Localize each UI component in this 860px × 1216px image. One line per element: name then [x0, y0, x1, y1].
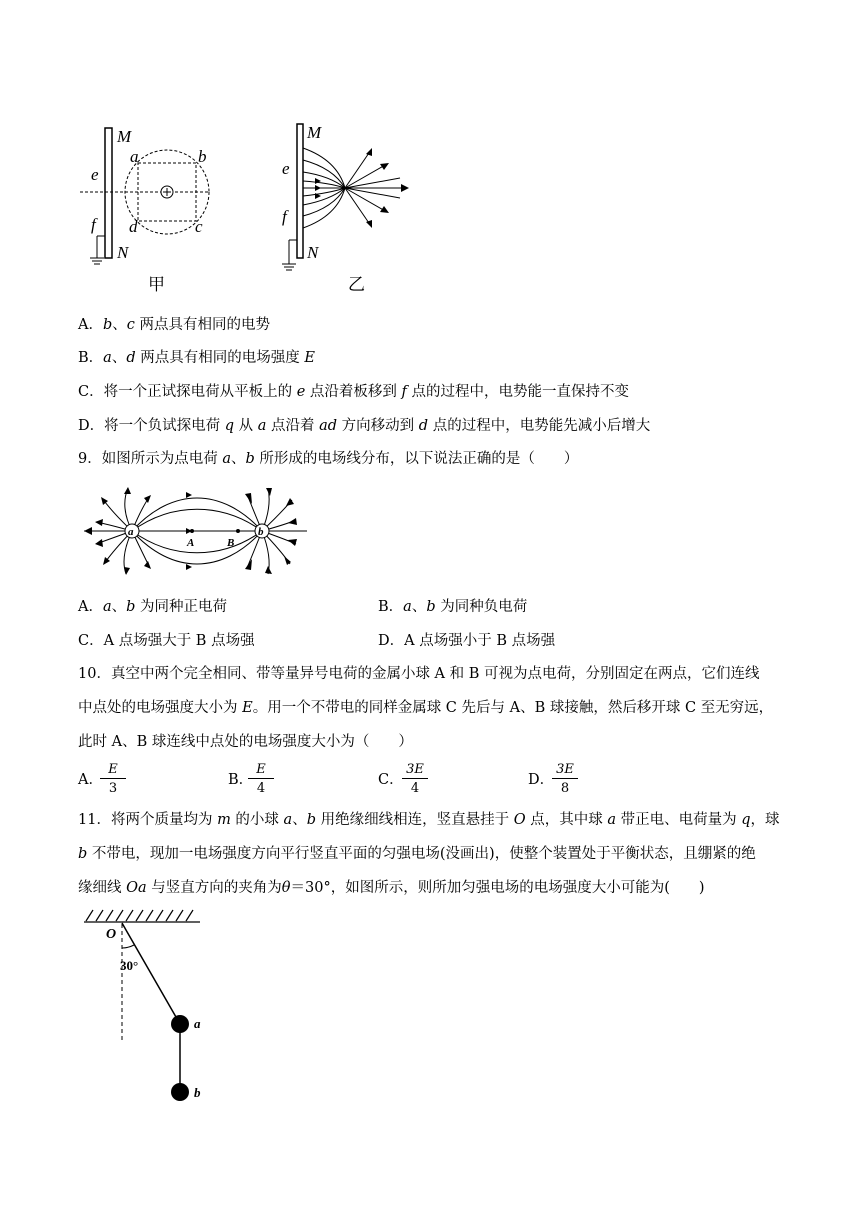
- plate-mn: [105, 128, 112, 258]
- ground-icon: [90, 236, 105, 264]
- caption-jia: 甲: [148, 275, 165, 294]
- label-e: e: [91, 165, 99, 184]
- label-c: c: [195, 217, 203, 236]
- label-f: f: [282, 207, 287, 226]
- label-a: a: [128, 526, 134, 538]
- label-a: a: [130, 147, 139, 166]
- label-b: b: [258, 526, 264, 538]
- label-N: N: [307, 243, 319, 262]
- q8-option-b: B．a、d 两点具有相同的电场强度 E: [78, 350, 315, 366]
- q11-stem-line1: 11．将两个质量均为 m 的小球 a、b 用绝缘细线相连，竖直悬挂于 O 点，其中球 a 带正电、电荷量为 q，球: [78, 812, 780, 828]
- label-N: N: [117, 243, 129, 262]
- thread-oa: [122, 923, 180, 1024]
- caption-yi: 乙: [348, 275, 365, 294]
- plate-mn: [297, 124, 303, 258]
- label-A: A: [187, 537, 195, 549]
- q8-option-d: D．将一个负试探电荷 q 从 a 点沿着 ad 方向移动到 d 点的过程中，电势能先减小后增大: [78, 418, 651, 434]
- figure-q9-field-lines: [82, 482, 312, 580]
- q8-option-a: A．b、c 两点具有相同的电势: [78, 317, 271, 333]
- q10-stem-line3: 此时 A、B 球连线中点处的电场强度大小为（ ）: [78, 734, 413, 750]
- q9-option-a: A．a、b 为同种正电荷: [78, 599, 228, 615]
- ball-b: [171, 1083, 189, 1101]
- label-B: B: [227, 537, 235, 549]
- label-e: e: [282, 159, 290, 178]
- figure-jia: [80, 118, 240, 298]
- figure-q11-pendulum: [80, 906, 220, 1106]
- q8-option-c: C．将一个正试探电荷从平板上的 e 点沿着板移到 f 点的过程中，电势能一直保持不变: [78, 384, 630, 400]
- label-f: f: [91, 215, 96, 234]
- ground-icon: [282, 240, 297, 270]
- q10-stem-line2: 中点处的电场强度大小为 E。用一个不带电的同样金属球 C 先后与 A、B 球接触，然后移开球 C 至无穷远，: [78, 700, 774, 716]
- ceiling: [84, 910, 200, 922]
- label-angle: 30°: [120, 958, 139, 973]
- q9-option-b: B．a、b 为同种负电荷: [378, 599, 528, 615]
- label-b: b: [194, 1085, 201, 1100]
- label-O: O: [106, 927, 117, 942]
- q9-stem: 9．如图所示为点电荷 a、b 所形成的电场线分布，以下说法正确的是（ ）: [78, 451, 579, 467]
- q11-stem-line3: 缘细线 Oa 与竖直方向的夹角为θ＝30°，如图所示，则所加匀强电场的电场强度大小可能为( ): [78, 880, 705, 896]
- label-M: M: [117, 127, 132, 146]
- figure-yi: [275, 118, 425, 298]
- ball-a: [171, 1015, 189, 1033]
- label-b: b: [198, 147, 207, 166]
- point-B-icon: [236, 529, 240, 533]
- point-A-icon: [190, 529, 194, 533]
- label-d: d: [129, 217, 138, 236]
- label-a: a: [194, 1016, 201, 1031]
- q9-option-d: D．A 点场强小于 B 点场强: [378, 633, 556, 649]
- label-M: M: [307, 123, 322, 142]
- q11-stem-line2: b 不带电，现加一电场强度方向平行竖直平面的匀强电场(没画出)，使整个装置处于平衡状态，且绷紧的绝: [78, 846, 756, 862]
- q10-stem-line1: 10．真空中两个完全相同、带等量异号电荷的金属小球 A 和 B 可视为点电荷，分别固定在两点，它们连线: [78, 666, 760, 682]
- q9-option-c: C．A 点场强大于 B 点场强: [78, 633, 255, 649]
- angle-arc: [122, 945, 134, 948]
